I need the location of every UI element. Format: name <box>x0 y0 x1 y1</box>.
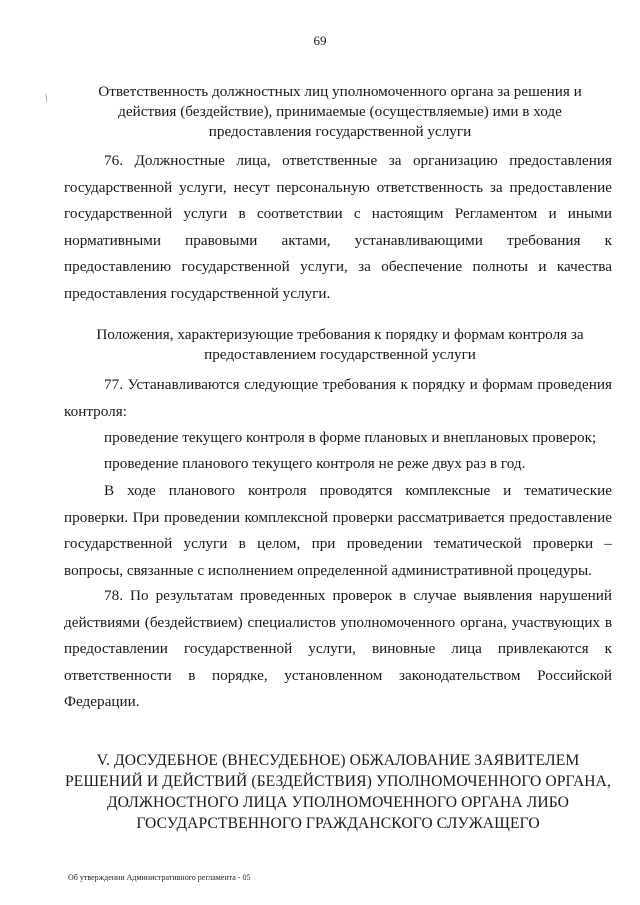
heading-responsibility: Ответственность должностных лиц уполномоченного органа за решения и действия (бездействие), принимаемые (осуществляемые) ими в ходе предоставления государственной услуги <box>98 83 582 140</box>
paragraph-77-checks: В ходе планового контроля проводятся комплексные и тематические проверки. При проведении комплексной проверки рассматривается предоставление государственной услуги в целом, при проведении тематической проверки – вопросы, связанные с исполнением определенной административной процедуры. <box>64 482 612 579</box>
heading-control: Положения, характеризующие требования к порядку и формам контроля за предоставлением государственной услуги <box>96 326 584 363</box>
paragraph-77: 77. Устанавливаются следующие требования к порядку и формам проведения контроля: <box>64 376 612 420</box>
page-number: 69 <box>313 33 327 48</box>
paragraph-76: 76. Должностные лица, ответственные за организацию предоставления государственной услуги, несут персональную ответственность за предоставление государственной услуги в соответствии с настоящим Регламентом и иными нормативными правовыми актами, устанавливающими требования к предоставлению государственной услуги, за обеспечение полноты и качества предоставления государственной услуги. <box>64 152 612 302</box>
section-v-title: V. ДОСУДЕБНОЕ (ВНЕСУДЕБНОЕ) ОБЖАЛОВАНИЕ ЗАЯВИТЕЛЕМ РЕШЕНИЙ И ДЕЙСТВИЙ (БЕЗДЕЙСТВИЯ) УПОЛНОМОЧЕННОГО ОРГАНА, ДОЛЖНОСТНОГО ЛИЦА УПОЛНОМОЧЕННОГО ОРГАНА ЛИБО ГОСУДАРСТВЕННОГО ГРАЖДАНСКОГО СЛУЖАЩЕГО <box>64 752 612 832</box>
footer-text: Об утверждении Административного регламента - 05 <box>68 873 251 882</box>
paragraph-78: 78. По результатам проведенных проверок в случае выявления нарушений действиями (бездействием) специалистов уполномоченного органа, участвующих в предоставлении государственной услуги, виновные лица привлекаются к ответственности в порядке, установленном законодательством Российской Федерации. <box>64 587 612 710</box>
margin-mark: / <box>42 91 51 105</box>
paragraph-77-item-1: проведение текущего контроля в форме плановых и внеплановых проверок; <box>104 429 597 446</box>
paragraph-77-item-2: проведение планового текущего контроля не реже двух раз в год. <box>104 455 526 472</box>
